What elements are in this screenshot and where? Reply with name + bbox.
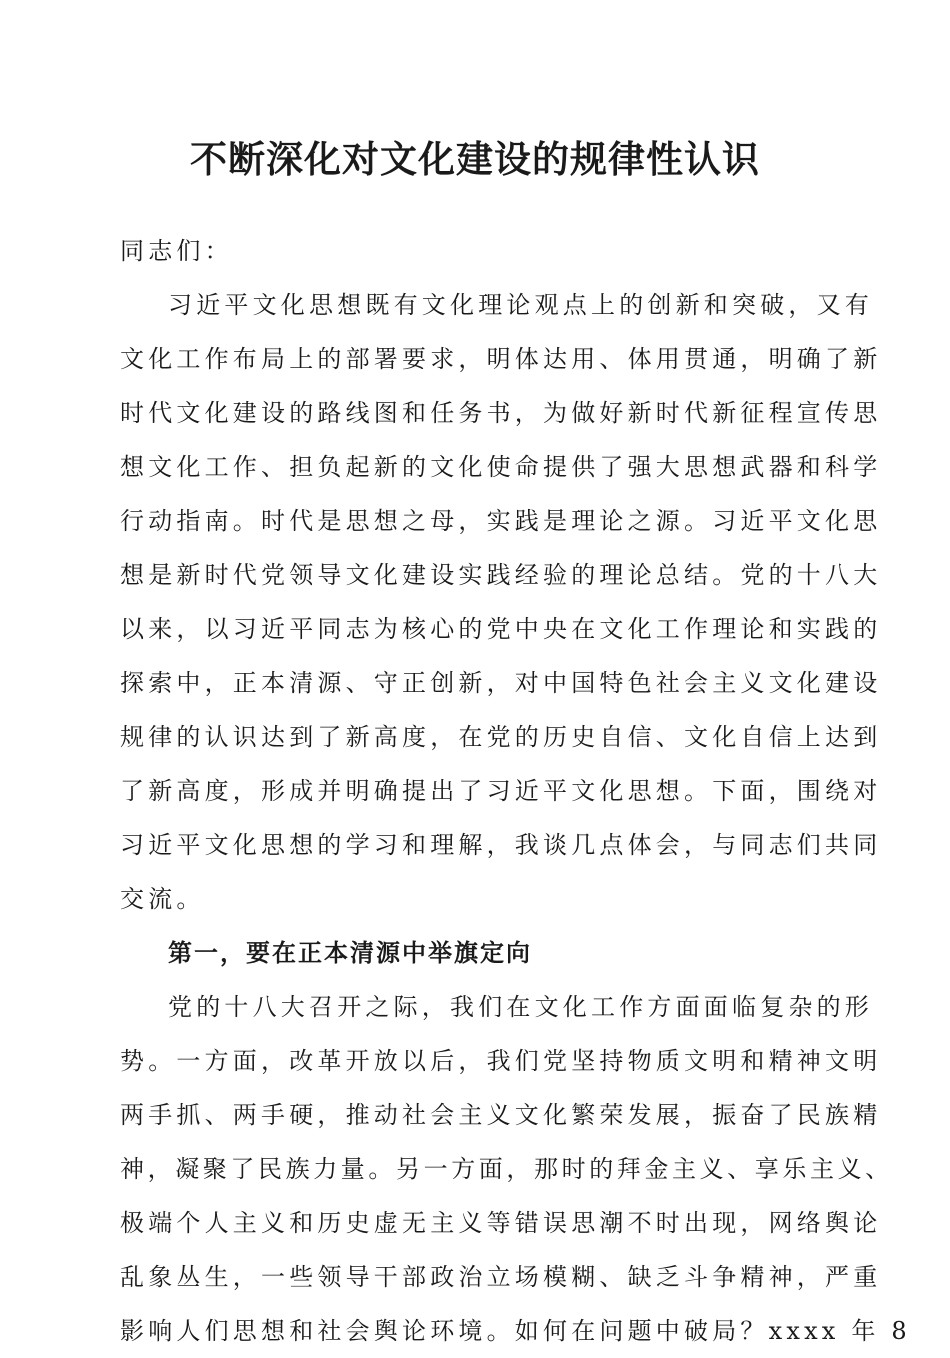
paragraph-line: 了新高度，形成并明确提出了习近平文化思想。下面，围绕对 <box>120 777 882 805</box>
section-line: 影响人们思想和社会舆论环境。如何在问题中破局？xxxx 年 8 <box>120 1317 911 1345</box>
section-line: 势。一方面，改革开放以后，我们党坚持物质文明和精神文明 <box>120 1047 882 1075</box>
paragraph-line: 探索中，正本清源、守正创新，对中国特色社会主义文化建设 <box>120 669 882 697</box>
paragraph-line: 习近平文化思想的学习和理解，我谈几点体会，与同志们共同 <box>120 831 882 859</box>
paragraph-line: 规律的认识达到了新高度，在党的历史自信、文化自信上达到 <box>120 723 882 751</box>
paragraph-line: 以来，以习近平同志为核心的党中央在文化工作理论和实践的 <box>120 615 882 643</box>
paragraph-line: 文化工作布局上的部署要求，明体达用、体用贯通，明确了新 <box>120 345 882 373</box>
paragraph-line: 行动指南。时代是思想之母，实践是理论之源。习近平文化思 <box>120 507 882 535</box>
section-line: 神，凝聚了民族力量。另一方面，那时的拜金主义、享乐主义、 <box>120 1155 893 1183</box>
paragraph-line: 时代文化建设的路线图和任务书，为做好新时代新征程宣传思 <box>120 399 882 427</box>
section-line: 两手抓、两手硬，推动社会主义文化繁荣发展，振奋了民族精 <box>120 1101 882 1129</box>
salutation: 同志们： <box>120 237 233 265</box>
paragraph-line: 想文化工作、担负起新的文化使命提供了强大思想武器和科学 <box>120 453 882 481</box>
section-line: 乱象丛生，一些领导干部政治立场模糊、缺乏斗争精神，严重 <box>120 1263 882 1291</box>
section-heading: 第一，要在正本清源中举旗定向 <box>168 938 532 967</box>
section-line: 极端个人主义和历史虚无主义等错误思潮不时出现，网络舆论 <box>120 1209 882 1237</box>
paragraph-line: 习近平文化思想既有文化理论观点上的创新和突破，又有 <box>168 291 873 319</box>
document-body <box>120 224 911 1358</box>
paragraph-line: 想是新时代党领导文化建设实践经验的理论总结。党的十八大 <box>120 561 882 589</box>
paragraph-line: 交流。 <box>120 885 205 913</box>
section-line: 党的十八大召开之际，我们在文化工作方面面临复杂的形 <box>168 993 873 1021</box>
document-title: 不断深化对文化建设的规律性认识 <box>190 137 760 181</box>
